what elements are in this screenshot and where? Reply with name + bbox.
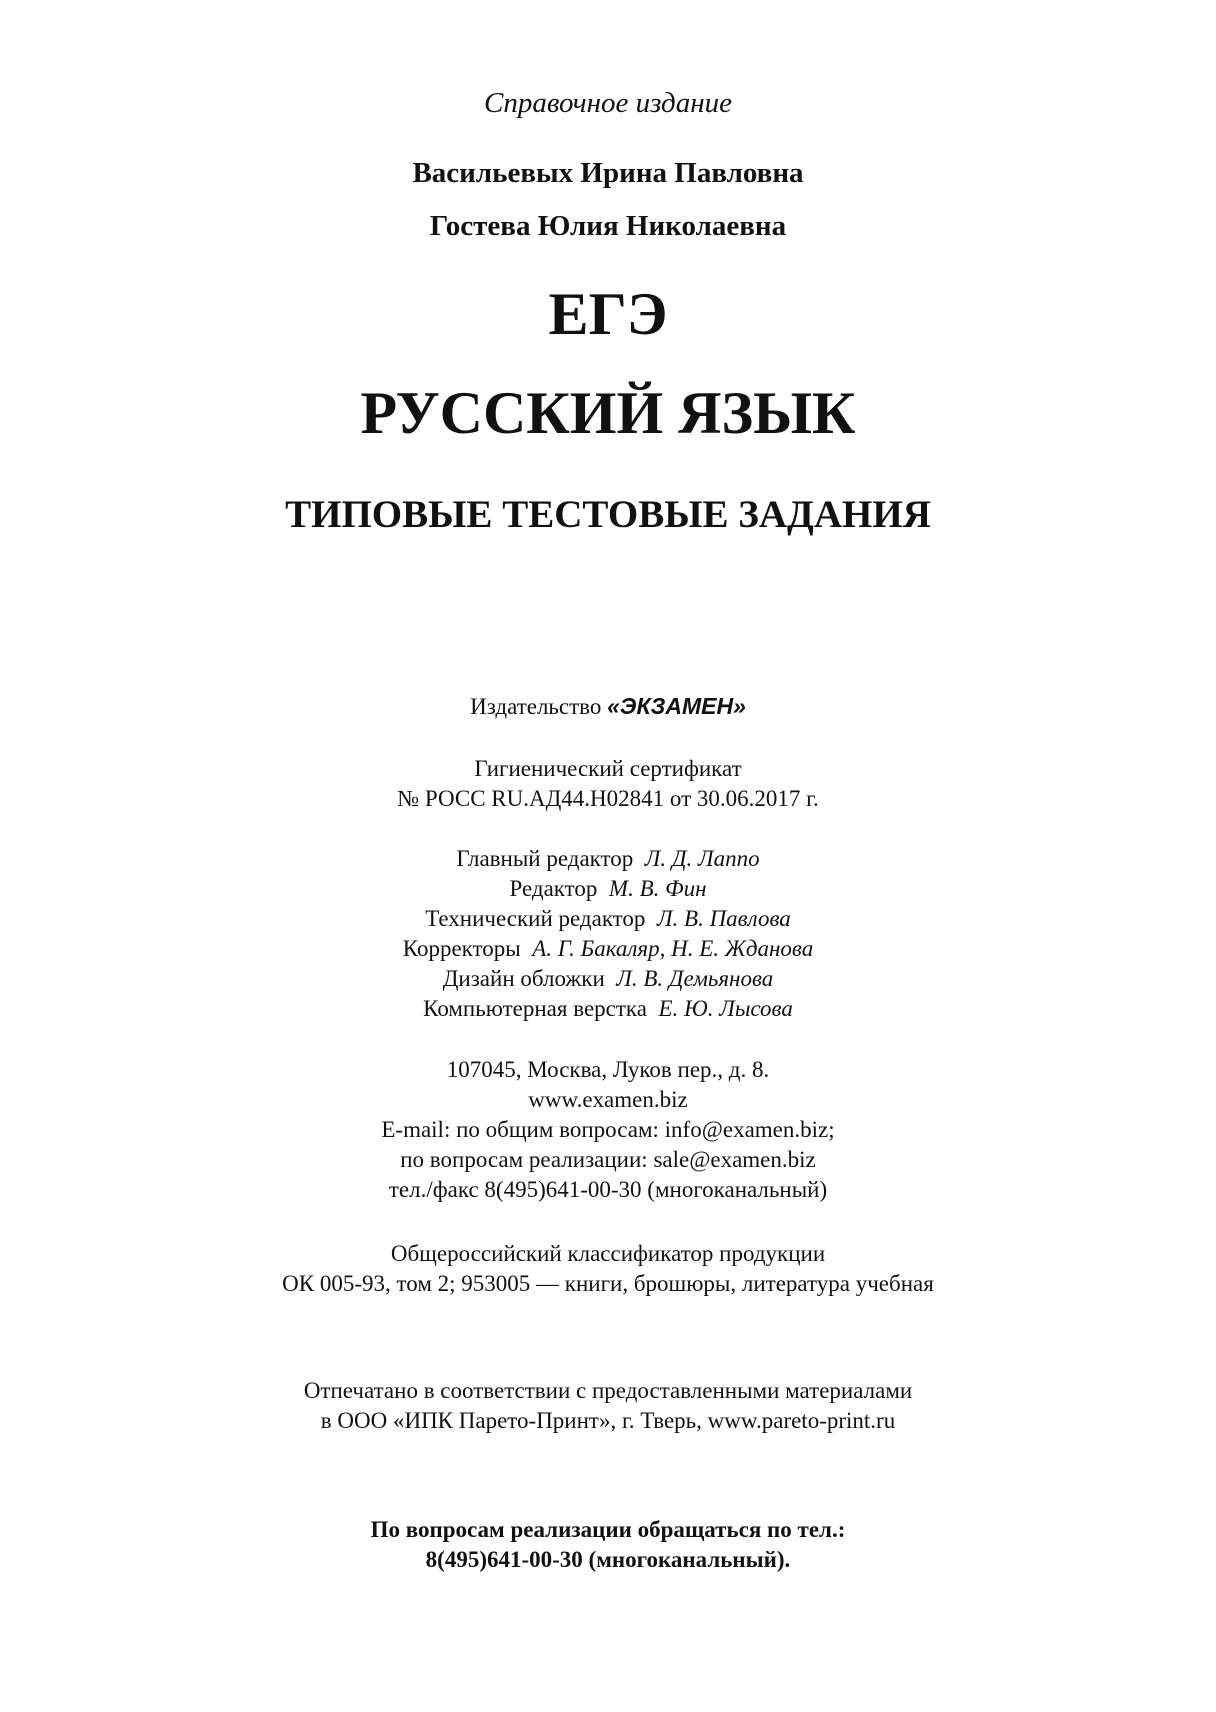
sales-line: 8(495)641-00-30 (многоканальный).: [425, 1547, 791, 1572]
credit-line: [0, 934, 1216, 964]
credit-role: Дизайн обложки: [442, 966, 605, 991]
contact-website: www.examen.biz: [528, 1087, 688, 1112]
book-title-exam: ЕГЭ: [548, 281, 668, 347]
book-subtitle: ТИПОВЫЕ ТЕСТОВЫЕ ЗАДАНИЯ: [285, 493, 931, 536]
credit-role: Главный редактор: [456, 846, 634, 871]
printing-line: Отпечатано в соответствии с предоставленными материалами: [303, 1378, 913, 1403]
credit-person: Л. Д. Лаппо: [644, 846, 760, 871]
credit-line: [0, 874, 1216, 904]
certificate-line: Гигиенический сертификат: [474, 756, 742, 781]
classifier-line: ОК 005-93, том 2; 953005 — книги, брошюры, литература учебная: [282, 1271, 934, 1296]
classifier-line: Общероссийский классификатор продукции: [390, 1241, 826, 1266]
credit-person: А. Г. Бакаляр, Н. Е. Жданова: [532, 936, 814, 961]
credit-person: М. В. Фин: [608, 876, 707, 901]
credit-person: Л. В. Демьянова: [616, 966, 774, 991]
publisher-name: «ЭКЗАМЕН»: [607, 693, 746, 719]
certificate: [0, 754, 1216, 814]
contact-email-sales: по вопросам реализации: sale@examen.biz: [400, 1147, 816, 1172]
printing-line: в ООО «ИПК Парето-Принт», г. Тверь, www.pareto-print.ru: [320, 1408, 896, 1433]
publisher-label: Издательство: [470, 694, 602, 719]
edition-type: Справочное издание: [483, 87, 732, 119]
credits: [0, 844, 1216, 1024]
credit-role: Корректоры: [402, 936, 521, 961]
author-name: Гостева Юлия Николаевна: [429, 210, 787, 242]
credit-line: [0, 994, 1216, 1024]
author-name: Васильевых Ирина Павловна: [412, 157, 804, 189]
credit-line: [0, 844, 1216, 874]
certificate-line: № РОСС RU.АД44.Н02841 от 30.06.2017 г.: [397, 786, 819, 811]
product-classifier: [0, 1239, 1216, 1299]
credit-role: Редактор: [509, 876, 598, 901]
credit-person: Е. Ю. Лысова: [658, 996, 793, 1021]
credit-person: Л. В. Павлова: [656, 906, 791, 931]
credit-line: [0, 904, 1216, 934]
publisher: [0, 695, 1216, 718]
printing-info: [0, 1376, 1216, 1436]
book-title-subject: РУССКИЙ ЯЗЫК: [360, 380, 856, 446]
contacts: [0, 1055, 1216, 1205]
contact-phone: тел./факс 8(495)641-00-30 (многоканальный): [388, 1177, 828, 1202]
credit-role: Технический редактор: [425, 906, 646, 931]
credit-role: Компьютерная верстка: [423, 996, 647, 1021]
sales-contact: [0, 1515, 1216, 1575]
credit-line: [0, 964, 1216, 994]
contact-email-general: E-mail: по общим вопросам: info@examen.biz;: [381, 1117, 835, 1142]
sales-line: По вопросам реализации обращаться по тел.:: [370, 1517, 846, 1542]
contact-address: 107045, Москва, Луков пер., д. 8.: [446, 1057, 770, 1082]
